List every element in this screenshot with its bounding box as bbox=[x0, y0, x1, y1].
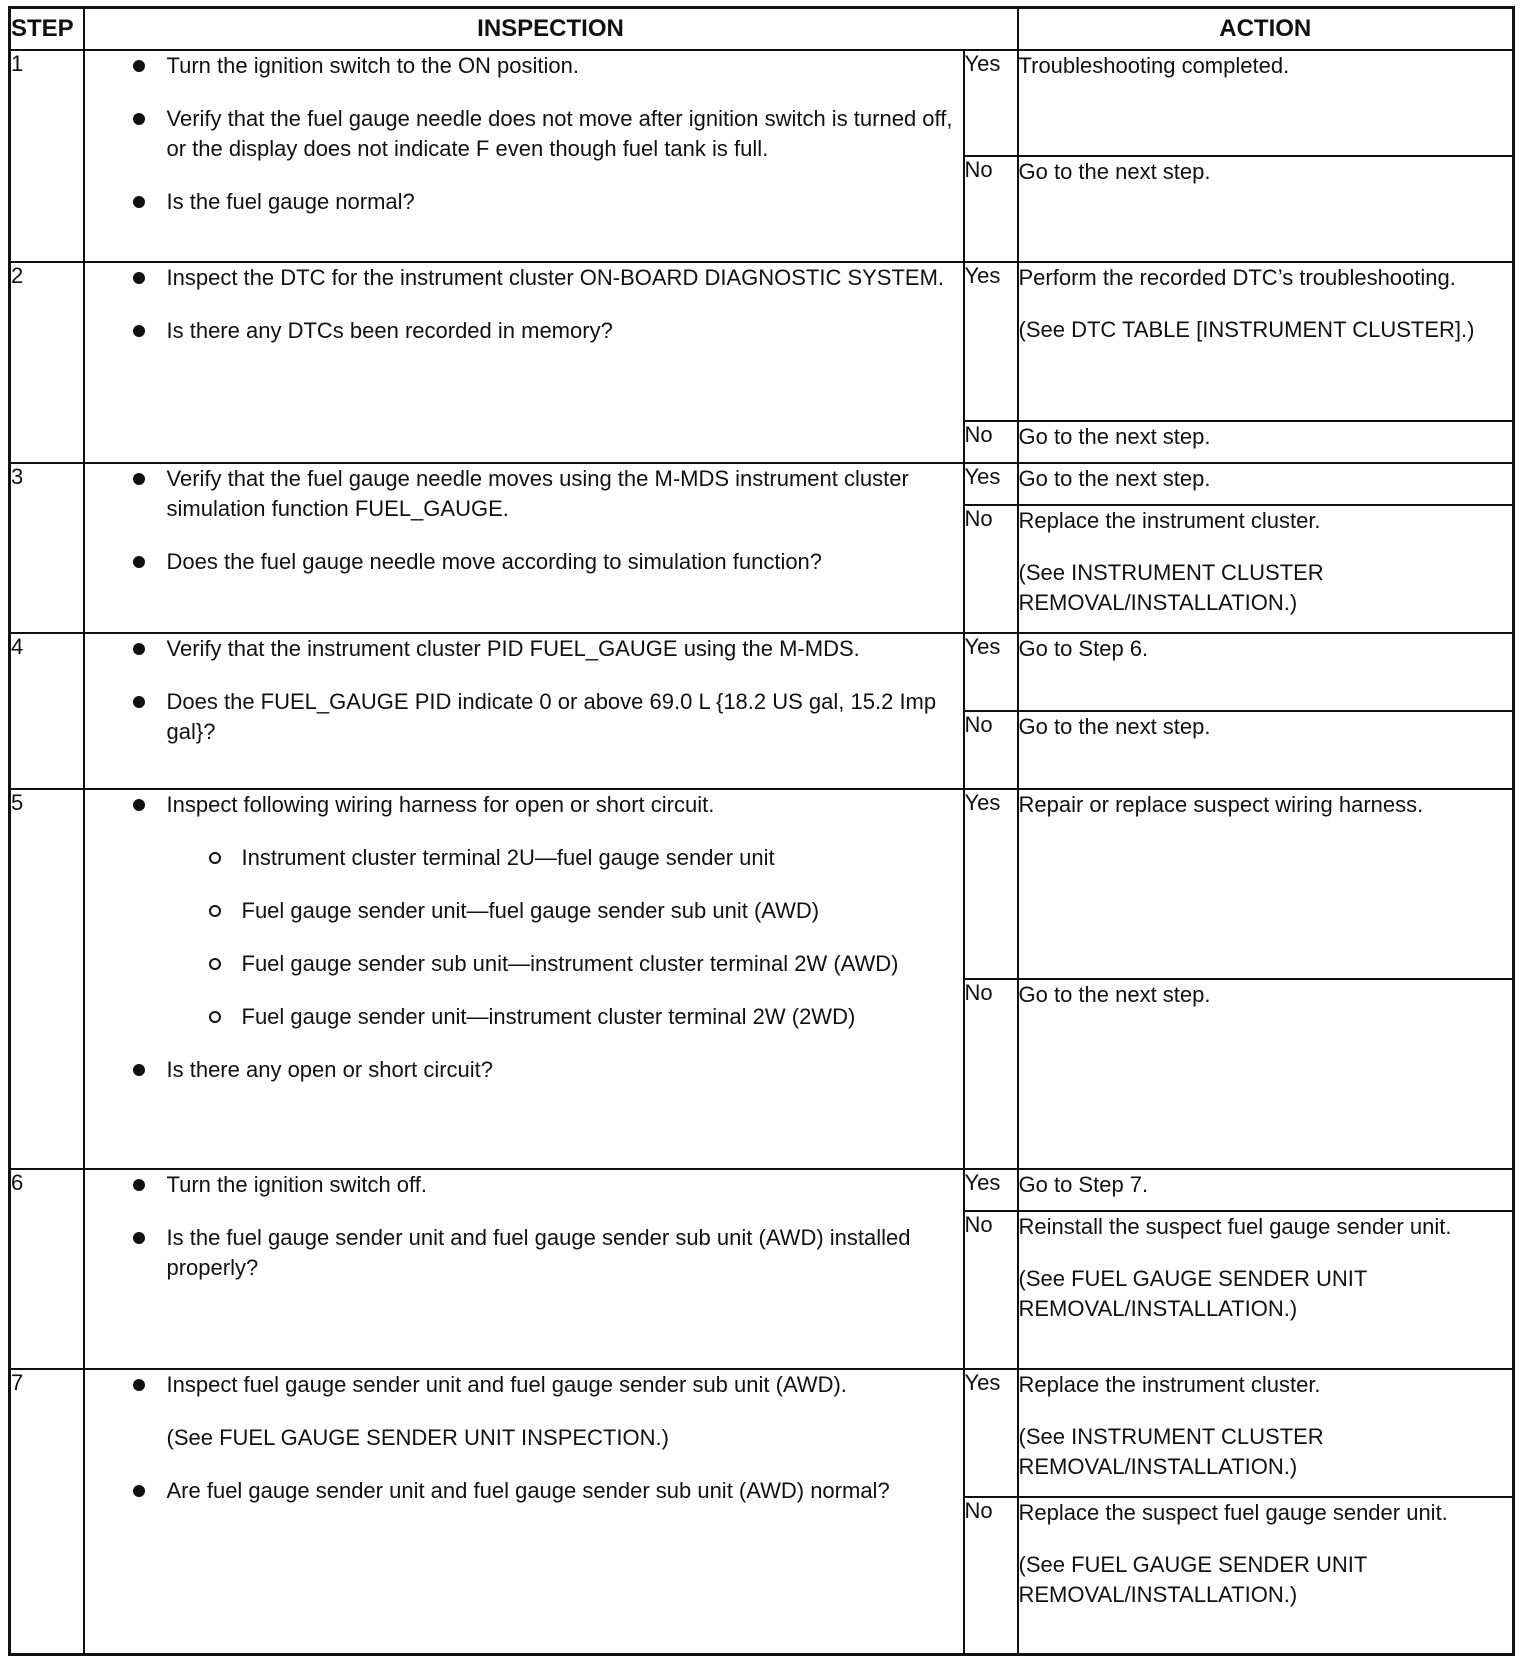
sub-item: Fuel gauge sender sub unit—instrument cluster terminal 2W (AWD) bbox=[85, 949, 963, 979]
bullet-icon bbox=[133, 643, 145, 655]
reference-link: (See FUEL GAUGE SENDER UNIT REMOVAL/INSTALLATION.) bbox=[1018, 1551, 1367, 1607]
step-number: 1 bbox=[10, 50, 84, 262]
reference-link: (See INSTRUMENT CLUSTER REMOVAL/INSTALLATION.) bbox=[1018, 559, 1324, 615]
step-number: 2 bbox=[10, 262, 84, 463]
no-action: Go to the next step. bbox=[1018, 979, 1514, 1169]
sub-item: Fuel gauge sender unit—fuel gauge sender sub unit (AWD) bbox=[85, 896, 963, 926]
header-inspection: INSPECTION bbox=[84, 8, 1018, 50]
yes-action: Replace the instrument cluster. (See INSTRUMENT CLUSTER REMOVAL/INSTALLATION.) bbox=[1018, 1369, 1514, 1497]
inspection-item: Inspect the DTC for the instrument cluster ON-BOARD DIAGNOSTIC SYSTEM. bbox=[85, 263, 963, 293]
bullet-icon bbox=[133, 1379, 145, 1391]
sub-item: Fuel gauge sender unit—instrument cluster terminal 2W (2WD) bbox=[85, 1002, 963, 1032]
bullet-icon bbox=[133, 1232, 145, 1244]
yes-action: Go to Step 6. bbox=[1018, 633, 1514, 711]
header-step: STEP bbox=[10, 8, 84, 50]
no-label: No bbox=[964, 711, 1018, 789]
yes-label: Yes bbox=[964, 1369, 1018, 1497]
inspection-item: Are fuel gauge sender unit and fuel gauge sender sub unit (AWD) normal? bbox=[85, 1476, 963, 1506]
step-7-yes-row bbox=[10, 1369, 1514, 1497]
bullet-icon bbox=[133, 1179, 145, 1191]
inspection-cell bbox=[84, 262, 964, 463]
bullet-icon bbox=[133, 556, 145, 568]
yes-action: Go to the next step. bbox=[1018, 463, 1514, 505]
inspection-item: Does the FUEL_GAUGE PID indicate 0 or above 69.0 L {18.2 US gal, 15.2 Imp gal}? bbox=[85, 687, 963, 747]
inspection-item: Verify that the fuel gauge needle does not move after ignition switch is turned off, or the display does not indicate F even though fuel tank is full. bbox=[85, 104, 963, 164]
yes-action: Troubleshooting completed. bbox=[1018, 50, 1514, 156]
reference-link: (See INSTRUMENT CLUSTER REMOVAL/INSTALLATION.) bbox=[1018, 1423, 1324, 1479]
bullet-icon bbox=[133, 799, 145, 811]
header-action: ACTION bbox=[1018, 8, 1514, 50]
no-action: Go to the next step. bbox=[1018, 421, 1514, 463]
no-label: No bbox=[964, 505, 1018, 633]
ring-bullet-icon bbox=[209, 958, 221, 970]
no-label: No bbox=[964, 979, 1018, 1169]
yes-label: Yes bbox=[964, 633, 1018, 711]
step-4-yes-row bbox=[10, 633, 1514, 711]
no-action: Replace the suspect fuel gauge sender unit. (See FUEL GAUGE SENDER UNIT REMOVAL/INSTALLATION.) bbox=[1018, 1497, 1514, 1655]
step-5-yes-row bbox=[10, 789, 1514, 979]
inspection-item: Verify that the instrument cluster PID FUEL_GAUGE using the M-MDS. bbox=[85, 634, 963, 664]
yes-label: Yes bbox=[964, 463, 1018, 505]
reference-link: (See FUEL GAUGE SENDER UNIT REMOVAL/INSTALLATION.) bbox=[1018, 1265, 1367, 1321]
reference-link: (See DTC TABLE [INSTRUMENT CLUSTER].) bbox=[1018, 316, 1475, 342]
inspection-item: Inspect following wiring harness for open or short circuit. Instrument cluster terminal 2U—fuel gauge sender unit Fuel gauge sender unit—fuel gauge sender sub unit (AWD) Fuel gauge sender sub unit—instrument cluster terminal 2W (AWD) Fuel gauge sender unit—instrument cluster terminal 2W (2WD) bbox=[85, 790, 963, 1032]
inspection-item: Inspect fuel gauge sender unit and fuel gauge sender sub unit (AWD). (See FUEL GAUGE SENDER UNIT INSPECTION.) bbox=[85, 1370, 963, 1453]
inspection-item: Is the fuel gauge normal? bbox=[85, 187, 963, 217]
inspection-item: Is there any open or short circuit? bbox=[85, 1055, 963, 1085]
inspection-item: Turn the ignition switch to the ON position. bbox=[85, 51, 963, 81]
inspection-cell bbox=[84, 633, 964, 789]
bullet-icon bbox=[133, 113, 145, 125]
bullet-icon bbox=[133, 696, 145, 708]
ring-bullet-icon bbox=[209, 852, 221, 864]
step-2-yes-row bbox=[10, 262, 1514, 421]
no-label: No bbox=[964, 1211, 1018, 1369]
step-1-yes-row bbox=[10, 50, 1514, 156]
yes-label: Yes bbox=[964, 789, 1018, 979]
header-row bbox=[10, 8, 1514, 50]
sub-item: Instrument cluster terminal 2U—fuel gauge sender unit bbox=[85, 843, 963, 873]
no-label: No bbox=[964, 421, 1018, 463]
bullet-icon bbox=[133, 196, 145, 208]
yes-label: Yes bbox=[964, 50, 1018, 156]
diagnostic-table bbox=[8, 6, 1515, 1656]
inspection-item: Turn the ignition switch off. bbox=[85, 1170, 963, 1200]
no-action: Go to the next step. bbox=[1018, 711, 1514, 789]
bullet-icon bbox=[133, 60, 145, 72]
yes-label: Yes bbox=[964, 262, 1018, 421]
step-3-yes-row bbox=[10, 463, 1514, 505]
inspection-item: Does the fuel gauge needle move according to simulation function? bbox=[85, 547, 963, 577]
no-action: Reinstall the suspect fuel gauge sender unit. (See FUEL GAUGE SENDER UNIT REMOVAL/INSTALLATION.) bbox=[1018, 1211, 1514, 1369]
bullet-icon bbox=[133, 473, 145, 485]
step-number: 7 bbox=[10, 1369, 84, 1655]
step-number: 6 bbox=[10, 1169, 84, 1369]
step-number: 3 bbox=[10, 463, 84, 633]
inspection-item: Is there any DTCs been recorded in memory? bbox=[85, 316, 963, 346]
yes-action: Go to Step 7. bbox=[1018, 1169, 1514, 1211]
step-6-yes-row bbox=[10, 1169, 1514, 1211]
no-label: No bbox=[964, 156, 1018, 262]
bullet-icon bbox=[133, 325, 145, 337]
bullet-icon bbox=[133, 1485, 145, 1497]
inspection-item: Verify that the fuel gauge needle moves using the M-MDS instrument cluster simulation function FUEL_GAUGE. bbox=[85, 464, 963, 524]
no-action: Go to the next step. bbox=[1018, 156, 1514, 262]
inspection-cell bbox=[84, 1369, 964, 1655]
yes-action: Perform the recorded DTC’s troubleshooting. (See DTC TABLE [INSTRUMENT CLUSTER].) bbox=[1018, 262, 1514, 421]
step-number: 5 bbox=[10, 789, 84, 1169]
yes-action: Repair or replace suspect wiring harness. bbox=[1018, 789, 1514, 979]
yes-label: Yes bbox=[964, 1169, 1018, 1211]
step-number: 4 bbox=[10, 633, 84, 789]
inspection-cell bbox=[84, 789, 964, 1169]
inspection-reference: (See FUEL GAUGE SENDER UNIT INSPECTION.) bbox=[166, 1424, 669, 1450]
bullet-icon bbox=[133, 1064, 145, 1076]
ring-bullet-icon bbox=[209, 1011, 221, 1023]
ring-bullet-icon bbox=[209, 905, 221, 917]
bullet-icon bbox=[133, 272, 145, 284]
inspection-item: Is the fuel gauge sender unit and fuel gauge sender sub unit (AWD) installed properly? bbox=[85, 1223, 963, 1283]
inspection-cell bbox=[84, 1169, 964, 1369]
no-label: No bbox=[964, 1497, 1018, 1655]
no-action: Replace the instrument cluster. (See INSTRUMENT CLUSTER REMOVAL/INSTALLATION.) bbox=[1018, 505, 1514, 633]
inspection-cell bbox=[84, 463, 964, 633]
inspection-cell bbox=[84, 50, 964, 262]
